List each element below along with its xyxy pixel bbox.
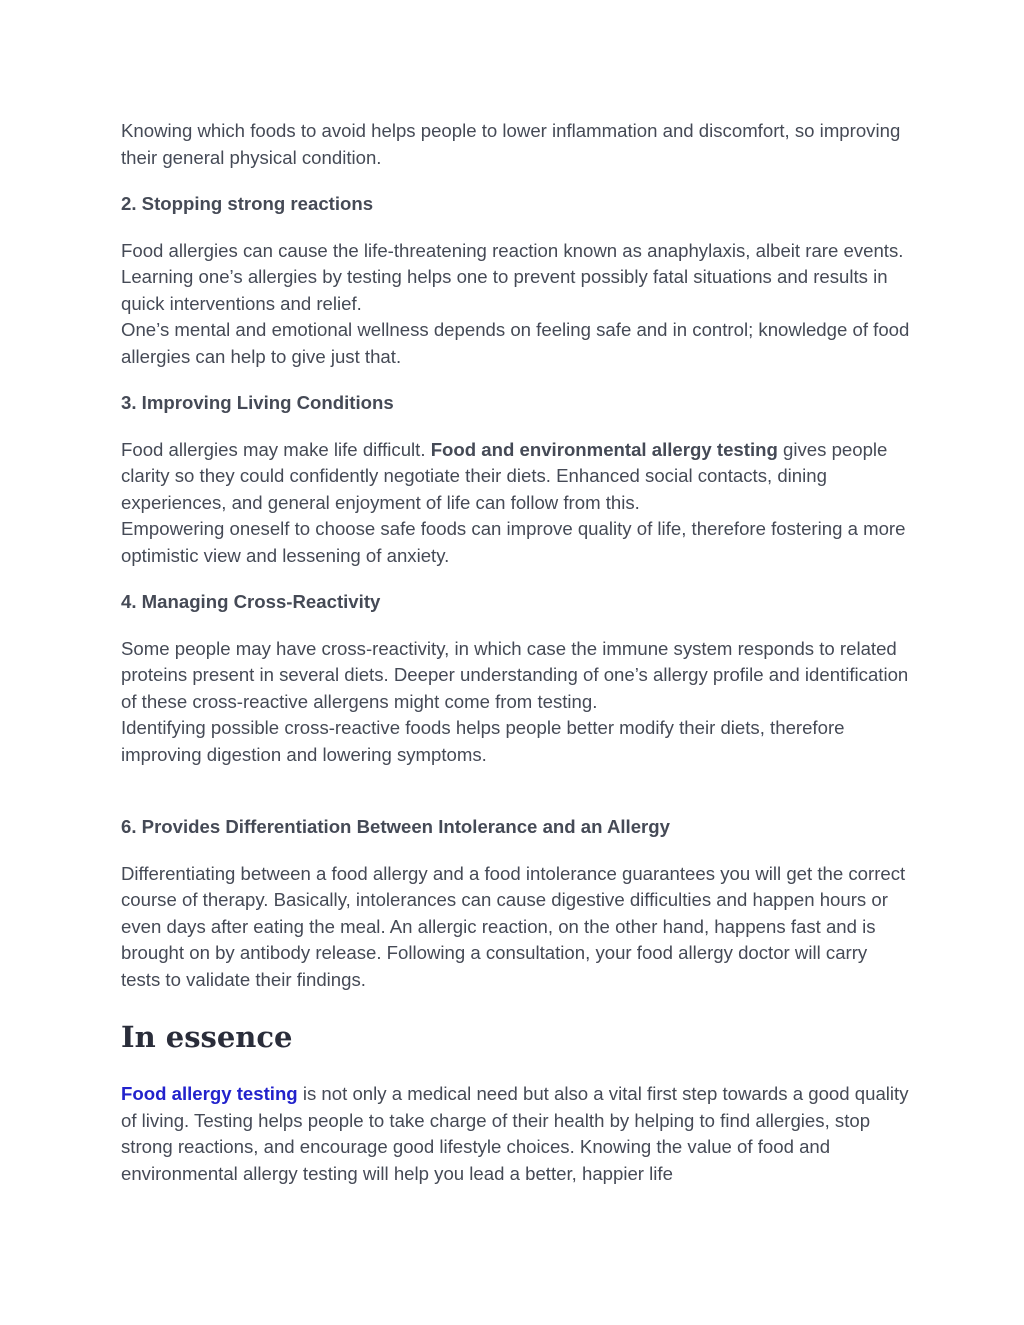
section-3-text-before: Food allergies may make life difficult. xyxy=(121,438,431,460)
section-4-paragraph-2: Identifying possible cross-reactive foods helps people better modify their diets, therefore improving digestion and lowering symptoms. xyxy=(121,717,845,765)
essence-text: is not only a medical need but also a vital first step towards a good quality of living. Testing helps people to take charge of their health by helping to find allergies, stop strong reactions, and encourage good lifestyle choices. Knowing the value of food and environmental allergy testing will help you lead a better, happier life xyxy=(121,1083,909,1184)
section-3-paragraph-2: Empowering oneself to choose safe foods can improve quality of life, therefore fostering a more optimistic view and lessening of anxiety. xyxy=(121,518,906,566)
section-3-bold-phrase: Food and environmental allergy testing xyxy=(430,438,778,460)
essence-heading: In essence xyxy=(121,1020,293,1054)
section-3-paragraph-1 xyxy=(121,437,911,517)
food-allergy-testing-link[interactable]: Food allergy testing xyxy=(121,1083,298,1104)
essence-paragraph xyxy=(121,1081,911,1187)
section-4-heading: 4. Managing Cross-Reactivity xyxy=(121,591,381,612)
intro-paragraph: Knowing which foods to avoid helps people to lower inflammation and discomfort, so improving their general physical condition. xyxy=(121,120,901,168)
section-6-heading: 6. Provides Differentiation Between Intolerance and an Allergy xyxy=(121,816,670,837)
section-4-paragraph-1: Some people may have cross-reactivity, in which case the immune system responds to related proteins present in several diets. Deeper understanding of one’s allergy profile and identification of these cross-reactive allergens might come from testing. xyxy=(121,637,909,712)
document-page xyxy=(121,118,911,1187)
section-6-paragraph-1: Differentiating between a food allergy and a food intolerance guarantees you will get the correct course of therapy. Basically, intolerances can cause digestive difficulties and happen hours or even days after eating the meal. An allergic reaction, on the other hand, happens fast and is brought on by antibody release. Following a consultation, your food allergy doctor will carry tests to validate their findings. xyxy=(121,862,906,990)
section-3-text-after: gives people clarity so they could confidently negotiate their diets. Enhanced social contacts, dining experiences, and general enjoyment of life can follow from this. xyxy=(121,438,888,513)
section-2-paragraph-2: One’s mental and emotional wellness depends on feeling safe and in control; knowledge of food allergies can help to give just that. xyxy=(121,319,910,367)
section-2-paragraph-1: Food allergies can cause the life-threatening reaction known as anaphylaxis, albeit rare events. Learning one’s allergies by testing helps one to prevent possibly fatal situations and results in quick interventions and relief. xyxy=(121,239,904,314)
section-3-heading: 3. Improving Living Conditions xyxy=(121,392,394,413)
section-2-heading: 2. Stopping strong reactions xyxy=(121,193,374,214)
